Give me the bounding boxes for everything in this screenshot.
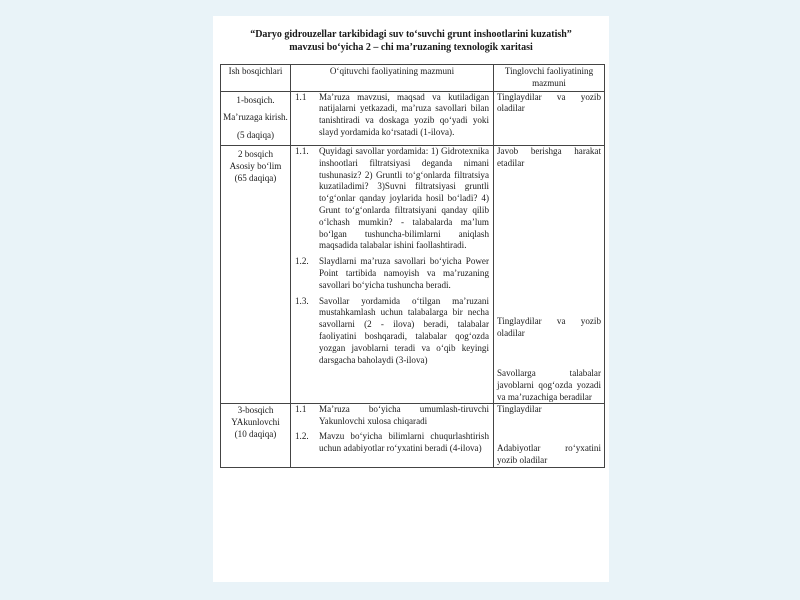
student-text: Tinglaydilar [497,404,542,415]
item-number: 1.2. [295,430,309,441]
list-item [291,296,493,367]
item-text: Quyidagi savollar yordamida: 1) Gidrotexnika inshootlari filtratsiyasi deganda nimani tushunasiz? 2) Gruntli to‘g‘onlarda filtratsiya kuzatiladimi? 3)Suvni filtratsiyasi gruntli to‘g‘onlar qanday joylarida hosil bo‘ladi? 4) Grunt to‘g‘onlarda filtratsiyani qanday qilib o‘lchash mumkin? - talabalarda ma’lum bo‘lgan tushuncha-bilimlarni aniqlash maqsadida talabalar ishini faollashtiradi. [319,145,489,251]
list-item [291,92,493,139]
item-number: 1.3. [295,295,309,306]
document-title [213,28,609,54]
teacher-cell [291,145,494,403]
stage-label: Ma’ruzaga kirish. [223,112,288,123]
student-text: Savollarga talabalar javoblarni qog‘ozda yozadi va ma’ruzachiga beradilar [497,367,601,402]
title-line-2: mavzusi bo‘yicha 2 – chi ma’ruzaning texnologik xaritasi [289,42,533,53]
table-header-row [221,65,605,92]
student-cell [494,91,605,145]
stage-label: YAkunlovchi [231,417,280,428]
list-item [291,146,493,252]
student-block [497,443,601,467]
item-number: 1.1 [295,91,307,102]
table-row [221,145,605,403]
stage-duration: (10 daqiqa) [234,428,277,439]
item-number: 1.1 [295,404,307,415]
stage-cell [221,145,291,403]
item-number: 1.1. [295,145,309,156]
item-text: Slaydlarni ma’ruza savollari bo‘yicha Power Point tartibida namoyish va ma’ruzaning savollari bo‘yicha tushuncha beradi. [319,256,489,290]
stage-label: 2 bosqich [237,148,274,159]
stage-duration: (65 daqiqa) [234,172,277,183]
teacher-cell [291,404,494,468]
list-item [291,256,493,291]
stage-cell [221,91,291,145]
list-item [291,404,493,428]
stage-label: Asosiy bo‘lim [229,160,282,171]
student-cell [494,145,605,403]
student-block [497,404,601,443]
table-row [221,404,605,468]
table-row [221,91,605,145]
student-block [497,316,601,368]
student-block [497,368,601,403]
student-block [497,146,601,316]
title-line-1: “Daryo gidrouzellar tarkibidagi suv to‘suvchi grunt inshootlarini kuzatish” [250,29,572,40]
stage-label: 3-bosqich [237,405,274,416]
header-stages: Ish bosqichlari [221,65,291,92]
item-text: Mavzu bo‘yicha bilimlarni chuqurlashtirish uchun adabiyotlar ro‘yxatini beradi (4-ilova) [319,430,489,453]
technology-map-table [220,64,605,468]
student-text: Tinglaydilar va yozib oladilar [497,315,601,338]
header-teacher: O‘qituvchi faoliyatining mazmuni [291,65,494,92]
document-page [213,16,609,582]
student-cell [494,404,605,468]
student-text: Adabiyotlar ro‘yxatini yozib oladilar [497,443,601,466]
item-text: Ma’ruza mavzusi, maqsad va kutiladigan natijalarni yetkazadi, ma’ruza savollari bilan tanishtiradi va doskaga yozib qo‘yadi yoki slayd yordamida ko‘rsatadi (1-ilova). [319,91,489,137]
item-text: Savollar yordamida o‘tilgan ma’ruzani mustahkamlash uchun talabalarga bir necha savollarni (2 - ilova) beradi, talabalar faoliyatini boshqaradi, talabalar qog‘ozda yozgan javoblarni teradi va o‘qib keyingi darsgacha baholaydi (3-ilova) [319,295,489,365]
stage-label: 1-bosqich. [236,94,275,105]
teacher-cell [291,91,494,145]
student-text: Javob berishga harakat etadilar [497,145,601,168]
stage-duration: (5 daqiqa) [236,130,275,141]
stage-cell [221,404,291,468]
list-item [291,431,493,455]
item-text: Ma’ruza bo‘yicha umumlash-tiruvchi Yakunlovchi xulosa chiqaradi [319,404,489,427]
student-text: Tinglaydilar va yozib oladilar [497,91,601,114]
header-student: Tinglovchi faoliyatining mazmuni [494,65,605,92]
item-number: 1.2. [295,256,309,267]
